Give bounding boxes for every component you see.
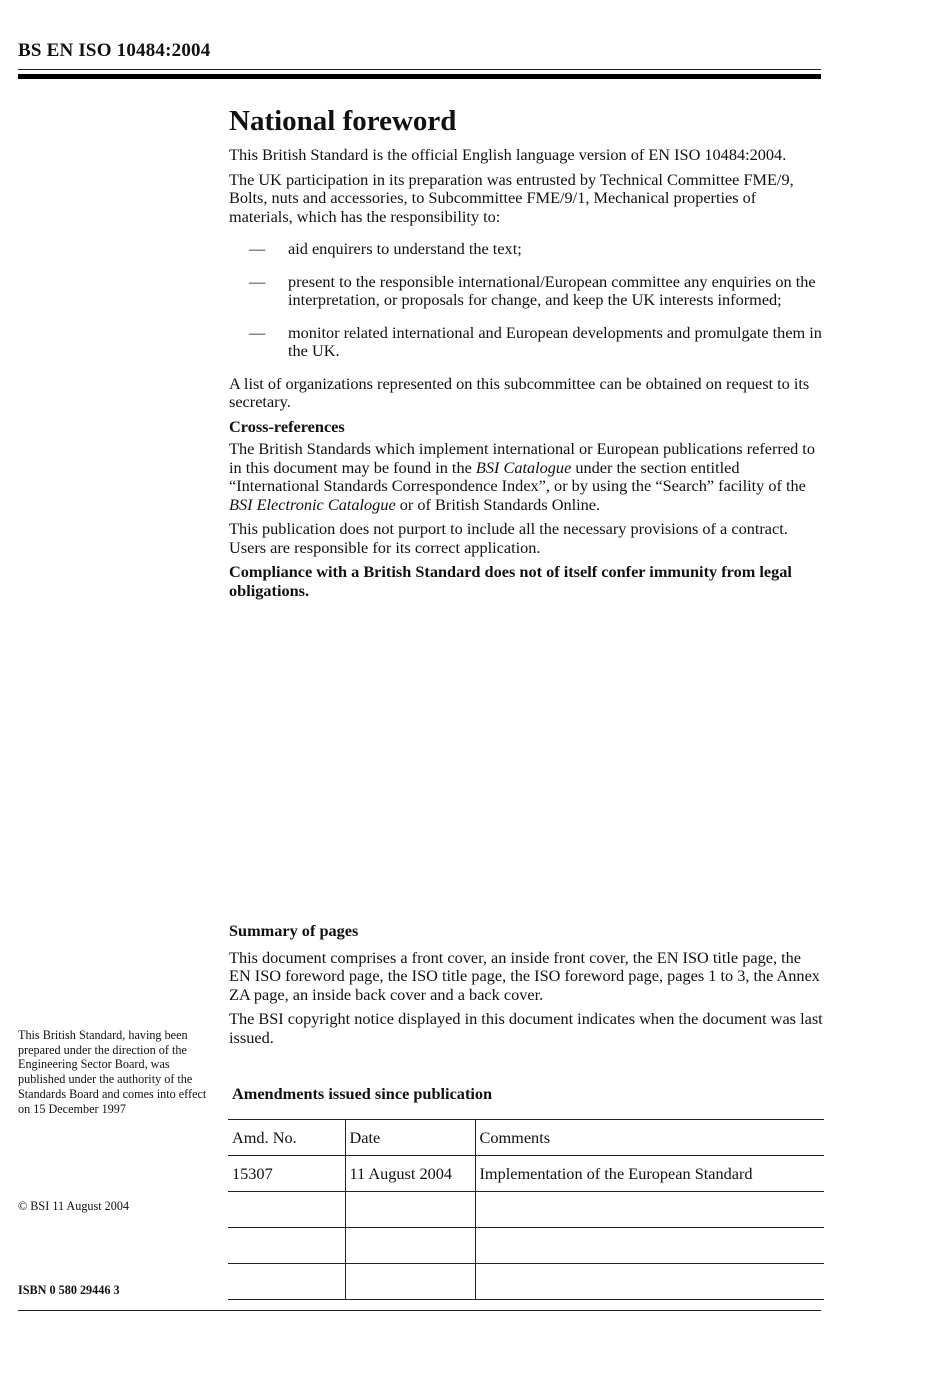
date-cell xyxy=(345,1192,475,1228)
date-cell xyxy=(345,1228,475,1264)
comments-cell xyxy=(475,1264,824,1300)
amd-no-cell: 15307 xyxy=(228,1156,345,1192)
contract-paragraph: This publication does not purport to include all the necessary provisions of a contract. Users are responsible for its correct application. xyxy=(229,519,788,557)
copyright-notice-paragraph: The BSI copyright notice displayed in this document indicates when the document was last issued. xyxy=(229,1009,823,1047)
date-cell xyxy=(345,1264,475,1300)
cross-references-heading: Cross-references xyxy=(229,416,345,436)
document-id: BS EN ISO 10484:2004 xyxy=(18,40,211,61)
header-rule-thin xyxy=(18,69,821,70)
amd-no-cell xyxy=(228,1228,345,1264)
bsi-catalogue-ref: BSI Catalogue xyxy=(475,457,572,477)
national-foreword-section xyxy=(229,100,824,606)
summary-paragraph: This document comprises a front cover, an inside front cover, the EN ISO title page, the EN ISO foreword page, the ISO title page, the ISO foreword page, pages 1 to 3, the Annex ZA page, an inside back cover and a back cover. xyxy=(229,947,820,1004)
publication-note: This British Standard, having been prepared under the direction of the Engineering Sector Board, was published under the authority of the Standards Board and comes into effect on 15 December 1997 xyxy=(18,1028,207,1116)
summary-of-pages-section xyxy=(229,922,824,1053)
organizations-paragraph: A list of organizations represented on this subcommittee can be obtained on request to its secretary. xyxy=(229,373,810,411)
table-row xyxy=(228,1192,824,1228)
date-cell: 11 August 2004 xyxy=(345,1156,475,1192)
amd-no-cell xyxy=(228,1264,345,1300)
table-row xyxy=(228,1228,824,1264)
bsi-electronic-catalogue-ref: BSI Electronic Catalogue xyxy=(229,494,396,514)
summary-heading: Summary of pages xyxy=(229,921,359,940)
amendments-title: Amendments issued since publication xyxy=(232,1084,493,1103)
participation-paragraph: The UK participation in its preparation was entrusted by Technical Committee FME/9, Bolts, nuts and accessories, to Subcommittee FME/9/1, Mechanical properties of materials, which has the responsibility to: xyxy=(229,169,794,226)
header-rule-thick xyxy=(18,74,821,79)
comments-cell: Implementation of the European Standard xyxy=(475,1156,824,1192)
header-date: Date xyxy=(345,1120,475,1156)
comments-cell xyxy=(475,1228,824,1264)
table-header-row xyxy=(228,1120,824,1156)
responsibility-list xyxy=(229,240,824,361)
list-item: — monitor related international and European developments and promulgate them in the UK. xyxy=(249,322,822,360)
table-row xyxy=(228,1156,824,1192)
list-item: — aid enquirers to understand the text; xyxy=(249,239,522,258)
table-row xyxy=(228,1264,824,1300)
amendments-table xyxy=(228,1119,824,1300)
isbn: ISBN 0 580 29446 3 xyxy=(18,1283,120,1297)
dash-bullet: — xyxy=(249,322,266,342)
intro-paragraph: This British Standard is the official English language version of EN ISO 10484:2004. xyxy=(229,145,787,164)
cross-references-paragraph: The British Standards which implement international or European publications referred to in this document may be found in the BSI Catalogue under the section entitled “International Standards Correspondence Index”, or by using the “Search” facility of the BSI Electronic Catalogue or of British Standards Online. xyxy=(229,439,815,514)
dash-bullet: — xyxy=(249,239,266,258)
copyright-line: © BSI 11 August 2004 xyxy=(18,1199,130,1213)
amd-no-cell xyxy=(228,1192,345,1228)
dash-bullet: — xyxy=(249,271,266,291)
page-title: National foreword xyxy=(229,105,457,137)
list-item: — present to the responsible international/European committee any enquiries on the interpretation, or proposals for change, and keep the UK interests informed; xyxy=(249,271,816,309)
header-amd-no: Amd. No. xyxy=(228,1120,345,1156)
compliance-note: Compliance with a British Standard does not of itself confer immunity from legal obligations. xyxy=(229,562,792,600)
header-comments: Comments xyxy=(475,1120,824,1156)
comments-cell xyxy=(475,1192,824,1228)
footer-rule xyxy=(18,1310,821,1311)
